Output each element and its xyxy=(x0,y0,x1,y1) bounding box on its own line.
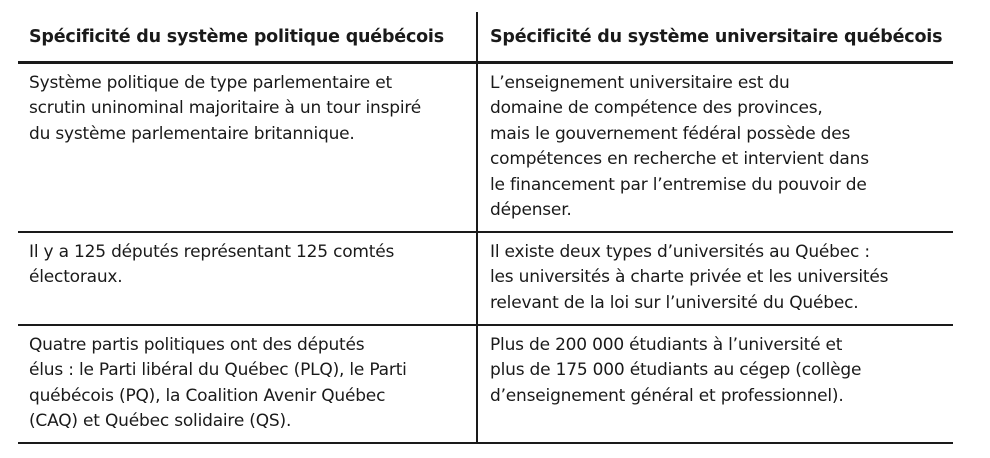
cell-text-line: Plus de 200 000 étudiants à l’université et xyxy=(490,334,843,355)
cell-text-line: L’enseignement universitaire est du xyxy=(490,72,790,93)
university-cell-3 xyxy=(478,326,953,442)
header-university-system: Spécificité du système universitaire québécois xyxy=(490,27,943,47)
political-cell-1 xyxy=(18,64,478,231)
cell-text-line: domaine de compétence des provinces, xyxy=(490,98,823,118)
table-header-row xyxy=(18,12,953,64)
political-cell-3 xyxy=(18,326,478,442)
cell-text-line: le financement par l’entremise du pouvoir de xyxy=(490,174,867,195)
cell-text-line: les universités à charte privée et les universités xyxy=(490,267,889,287)
political-cell-2 xyxy=(18,233,478,324)
cell-text-line: Il y a 125 députés représentant 125 comtés xyxy=(29,241,395,262)
cell-text-line: élus : le Parti libéral du Québec (PLQ), le Parti xyxy=(29,360,407,380)
cell-text-line: (CAQ) et Québec solidaire (QS). xyxy=(29,411,292,431)
cell-text-line: dépenser. xyxy=(490,200,572,220)
cell-text-line: relevant de la loi sur l’université du Québec. xyxy=(490,292,859,313)
cell-text-line: d’enseignement général et professionnel). xyxy=(490,385,844,406)
university-cell-1 xyxy=(478,64,953,231)
comparison-table xyxy=(18,12,953,444)
cell-text-line: scrutin uninominal majoritaire à un tour inspiré xyxy=(29,98,422,118)
cell-text-line: mais le gouvernement fédéral possède des xyxy=(490,123,851,144)
cell-text-line: Il existe deux types d’universités au Québec : xyxy=(490,241,870,262)
table-row xyxy=(18,326,953,444)
university-cell-2 xyxy=(478,233,953,324)
cell-text-line: Quatre partis politiques ont des députés xyxy=(29,334,365,355)
header-political-system: Spécificité du système politique québécois xyxy=(18,12,478,61)
cell-text-line: Système politique de type parlementaire et xyxy=(29,72,392,93)
cell-text-line: plus de 175 000 étudiants au cégep (collège xyxy=(490,360,862,380)
cell-text-line: québécois (PQ), la Coalition Avenir Québec xyxy=(29,385,386,406)
table-row xyxy=(18,64,953,233)
cell-text-line: compétences en recherche et intervient dans xyxy=(490,149,869,169)
cell-text-line: électoraux. xyxy=(29,267,123,287)
cell-text-line: du système parlementaire britannique. xyxy=(29,123,355,144)
table-row xyxy=(18,233,953,326)
